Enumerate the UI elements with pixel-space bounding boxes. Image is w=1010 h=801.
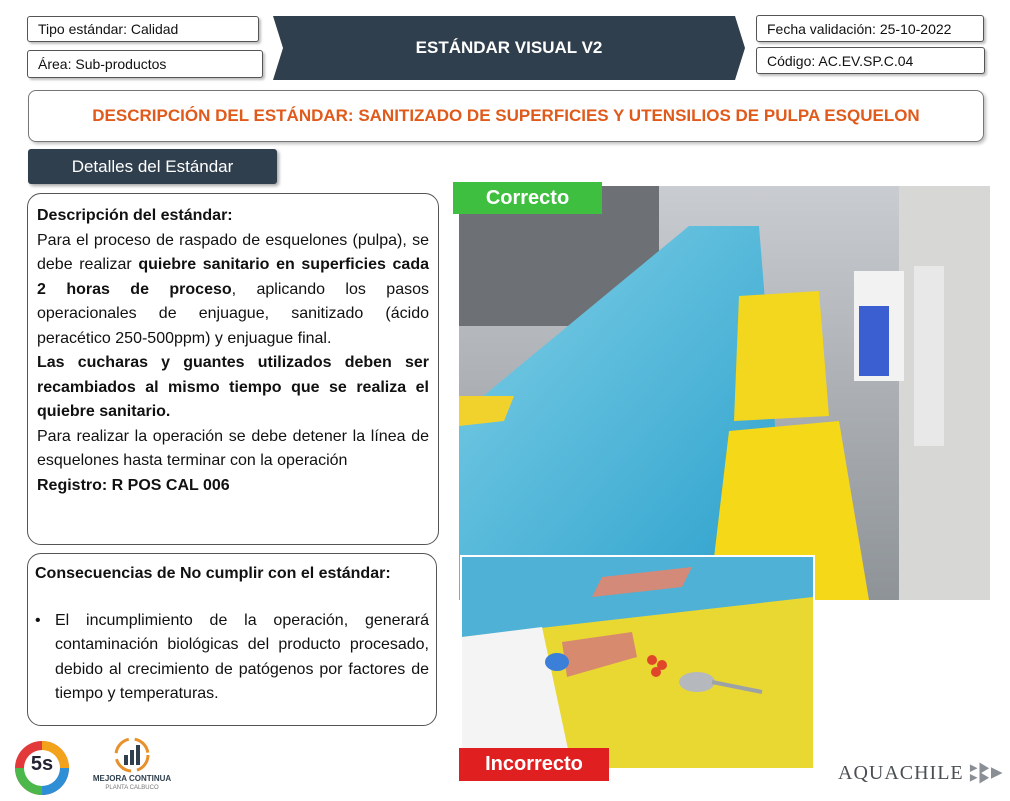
correct-label-text: Correcto <box>485 186 570 209</box>
incorrect-label <box>459 748 609 781</box>
banner-title: ESTÁNDAR VISUAL V2 <box>415 38 603 57</box>
consequences-bullet <box>35 609 429 707</box>
registro-text: Registro: R POS CAL 006 <box>37 476 230 494</box>
description-paragraph-3: Para realizar la operación se debe detener la línea de esquelones hasta terminar con la operación <box>37 427 429 469</box>
logo-5s-text: 5s <box>30 753 54 775</box>
codigo-field <box>756 47 985 74</box>
description-p1-bold: quiebre sanitario en superficies cada 2 horas de proceso <box>37 256 429 298</box>
area-text: Área: Sub-productos <box>38 56 167 72</box>
details-button-label: Detalles del Estándar <box>71 156 234 176</box>
fecha-field <box>756 15 984 42</box>
consequences-box <box>27 553 437 726</box>
incorrect-photo-illustration <box>462 557 813 768</box>
codigo-text: Código: AC.EV.SP.C.04 <box>767 52 914 69</box>
consequences-bullet-text: El incumplimiento de la operación, generará contaminación biológicas del producto procesado, debido al crecimiento de patógenos por factores de tiempo y temperaturas. <box>55 611 429 702</box>
bullet-icon: • <box>35 611 41 629</box>
incorrect-photo <box>460 555 815 770</box>
correct-photo-illustration <box>459 186 990 600</box>
tipo-estandar-text: Tipo estándar: Calidad <box>38 21 179 37</box>
aquachile-fish-icon <box>968 758 1006 788</box>
correct-label <box>453 182 602 214</box>
logo-mejora-continua <box>88 735 176 797</box>
description-p1-a: Para el proceso de raspado de esquelones (pulpa), se debe realizar <box>37 231 429 273</box>
mejora-continua-icon <box>88 735 176 773</box>
aquachile-text: AQUACHILE <box>838 761 964 784</box>
tipo-estandar-field <box>27 16 259 42</box>
consequences-heading: Consecuencias de No cumplir con el estándar: <box>35 565 391 582</box>
description-paragraph-2: Las cucharas y guantes utilizados deben ser recambiados al mismo tiempo que se realiza el quiebre sanitario. <box>37 354 429 420</box>
description-p1-c: , aplicando los pasos operacionales de enjuague, sanitizado (ácido peracético 250-500ppm) y enjuague final. <box>37 280 429 347</box>
incorrect-label-text: Incorrecto <box>485 753 583 775</box>
description-paragraph-1 <box>37 229 429 352</box>
page-title-text: DESCRIPCIÓN DEL ESTÁNDAR: SANITIZADO DE SUPERFICIES Y UTENSILIOS DE PULPA ESQUELON <box>92 106 920 125</box>
area-field <box>27 50 263 78</box>
standard-banner <box>273 16 745 80</box>
fecha-text: Fecha validación: 25-10-2022 <box>767 20 952 37</box>
logo-5s <box>10 738 74 796</box>
logo-aquachile <box>838 756 1006 790</box>
description-box <box>27 193 439 545</box>
description-heading: Descripción del estándar: <box>37 207 233 224</box>
planta-text: PLANTA CALBUCO <box>105 785 159 791</box>
correct-photo <box>459 186 990 600</box>
page-title <box>28 90 984 142</box>
details-button[interactable] <box>28 149 277 184</box>
mejora-continua-text: MEJORA CONTINUA <box>92 774 172 783</box>
